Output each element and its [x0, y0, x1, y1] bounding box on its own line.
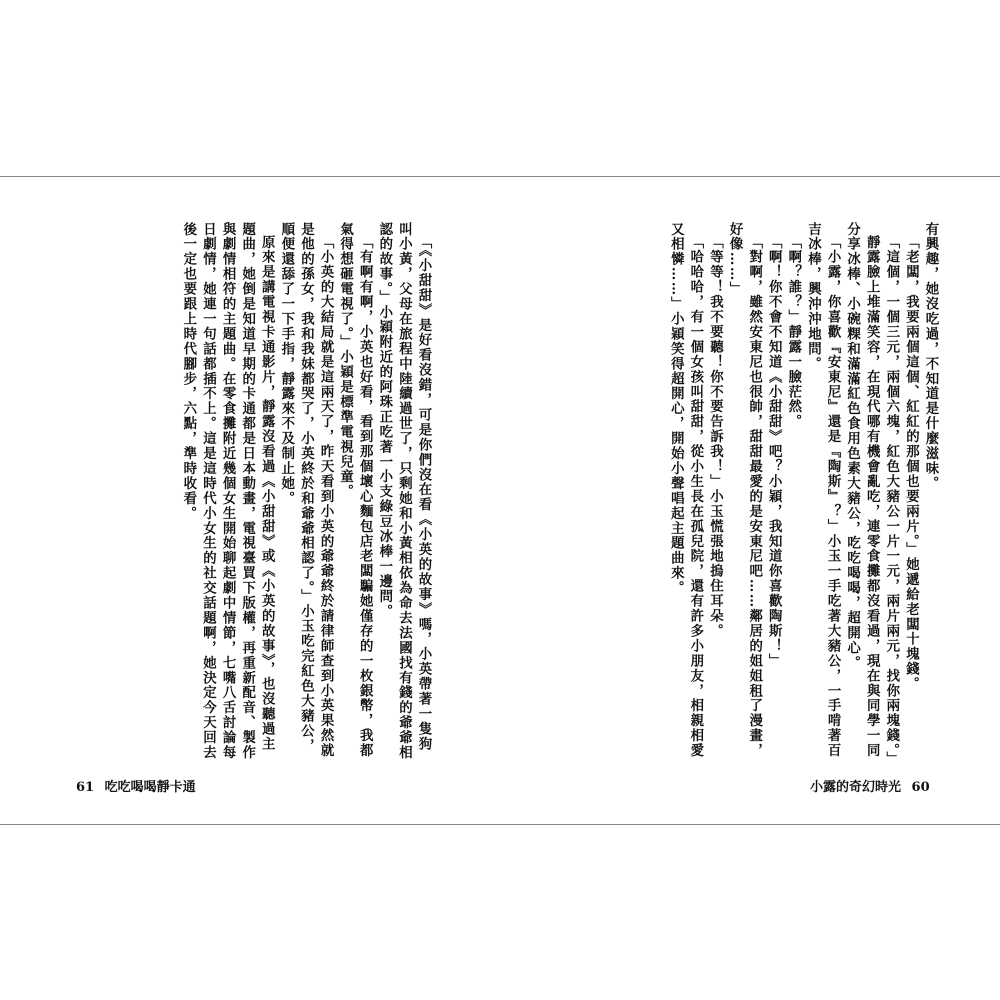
bottom-rule [0, 824, 1000, 825]
right-paragraph-7: 「啊！你不會不知道《小甜甜》吧？小穎，我知道你喜歡陶斯！」 [766, 235, 783, 669]
left-page [78, 222, 433, 762]
left-paragraph-4: 原來是講電視卡通影片，靜露沒看過《小甜甜》或《小英的故事》，也沒聽過主題曲，她倒是知道早期的卡通都是日本動畫，電視臺買下版權，再重新配音、製作與劇情相符的主題曲。在零食攤附近幾個女生開始聊起劇中情節，七嘴八舌討論每日劇情，她連一句話都插不上。這是這時代小女生的社交話題啊，她決定今天回去後一定也要跟上時代腳步，六點，準時收看。 [180, 222, 276, 761]
left-paragraph-1: 「《小甜甜》是好看沒錯，可是你們沒在看《小英的故事》嗎，小英帶著一隻狗叫小黃，父母在旅程中陸續過世了，只剩她和小黃相依為命去法國找有錢的爺爺相認的故事。」小穎附近的阿珠正吃著一小支綠豆冰棒一邊問。 [376, 222, 432, 761]
right-paragraph-4: 靜露臉上堆滿笑容，在現代哪有機會亂吃，連零食攤都沒看過，現在與同學一同分享冰棒、小碗粿和滿滿紅色食用色素大豬公，吃吃喝喝，超開心。 [844, 222, 881, 759]
left-page-footer [70, 776, 196, 795]
right-page-number: 60 [911, 780, 930, 795]
right-paragraph-10: 「哈哈哈，有一個女孩叫甜甜，從小生長在孤兒院，還有許多小朋友，相親相愛又相憐……」小穎笑得超開心，開始小聲唱起主題曲來。 [668, 222, 704, 759]
right-paragraph-2: 「老闆，我要兩個這個、紅紅的那個也要兩片。」她遞給老闆十塊錢。 [903, 235, 920, 693]
left-paragraph-2: 「有啊有啊，小英也好看，看到那個壞心麵包店老闆騙她僅存的一枚銀幣，我都氣得想砸電視了。」小穎是標準電視兒童。 [337, 222, 374, 759]
right-paragraph-1: 有興趣，她沒吃過，不知道是什麼滋味。 [923, 222, 939, 492]
right-running-header: 小露的奇幻時光 [810, 780, 902, 795]
right-paragraph-6: 「啊？誰？」靜露一臉茫然。 [785, 235, 802, 430]
left-paragraph-3: 「小英的大結局就是這兩天了，昨天看到小英的爺爺終於請律師查到小英果然就是他的孫女，我和我妹都哭了，小英終於和爺爺相認了。」小玉吃完紅色大豬公，順便還舔了一下手指，靜露來不及制止她。 [278, 222, 335, 759]
right-paragraph-9: 「等等！我不要聽！你不要告訴我！」小玉慌張地摀住耳朵。 [707, 235, 724, 640]
right-paragraph-5: 「小露，你喜歡『安東尼』還是『陶斯』？」小玉一手吃著大豬公，一手啃著百吉冰棒，興沖沖地問。 [805, 222, 842, 759]
top-rule [0, 176, 1000, 177]
right-paragraph-8: 「對啊，雖然安東尼也很帥，甜甜最愛的是安東尼吧……鄰居的姐姐租了漫畫，好像……」 [727, 222, 763, 759]
right-page-text [666, 222, 940, 767]
right-paragraph-3: 「這個，一個三元，兩個六塊，紅色大豬公一片一元，兩片兩元，找你兩塊錢。」 [883, 235, 900, 767]
left-page-number: 61 [76, 780, 95, 795]
right-page-footer [810, 776, 936, 795]
left-running-header: 吃吃喝喝靜卡通 [104, 780, 196, 795]
right-page [548, 222, 940, 767]
left-page-text [178, 222, 433, 762]
